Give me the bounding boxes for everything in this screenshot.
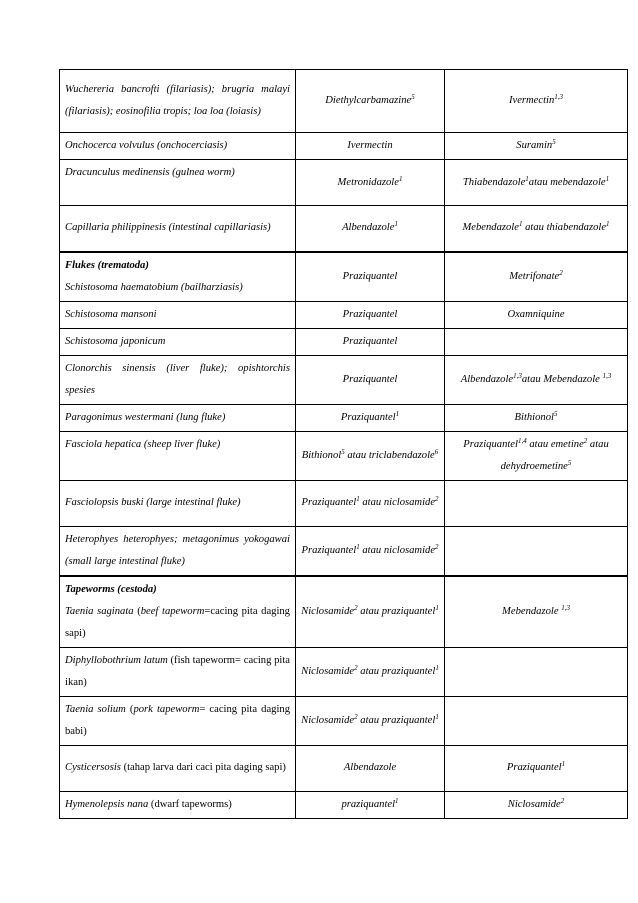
text-segment: Taenia saginata	[65, 605, 134, 617]
first-choice-drug-cell	[296, 328, 445, 355]
text-segment: atau praziquantel	[357, 665, 436, 677]
footnote-ref: 1	[398, 174, 403, 183]
alternative-drug-cell	[445, 404, 628, 431]
table-row	[60, 576, 628, 648]
table-row	[60, 160, 628, 206]
text-segment: Diphyllobothrium latum	[65, 654, 168, 666]
text-segment: Praziquantel	[342, 308, 398, 320]
first-choice-drug-cell	[296, 355, 445, 404]
text-segment: Albendazole	[342, 222, 395, 234]
text-segment: beef tapeworm	[140, 605, 205, 617]
footnote-ref: 1	[525, 174, 529, 183]
alternative-drug-cell	[445, 791, 628, 818]
organism-cell	[60, 404, 296, 431]
text-segment: (	[133, 605, 141, 617]
text-segment: atau Mebendazole	[521, 373, 603, 385]
text-segment: Niclosamide	[301, 665, 355, 677]
footnote-ref: 1,3	[561, 603, 570, 612]
text-segment: (tahap larva dari caci pita daging sapi)	[120, 762, 286, 773]
table-row	[60, 252, 628, 302]
text-segment: Diethylcarbamazine	[325, 95, 412, 106]
text-segment: Praziquantel	[301, 497, 357, 508]
text-segment: Niclosamide	[301, 714, 355, 726]
alternative-drug-cell	[445, 745, 628, 791]
footnote-ref: 1	[395, 796, 399, 805]
organism-cell	[60, 791, 296, 818]
organism-cell	[60, 328, 296, 355]
text-segment: =cacing pita daging sapi)	[65, 605, 290, 639]
first-choice-drug-cell	[296, 70, 445, 133]
text-segment: Onchocerca volvulus (onchocerciasis)	[65, 140, 228, 151]
first-choice-drug-cell	[296, 745, 445, 791]
alternative-drug-cell	[445, 526, 628, 576]
text-segment: Suramin	[516, 140, 553, 151]
text-segment: Dracunculus medinensis (gulnea worm)	[65, 167, 235, 178]
footnote-ref: 5	[553, 409, 558, 418]
text-segment: (fish tapeworm= cacing pita ikan)	[65, 654, 291, 688]
footnote-ref: 1	[518, 220, 523, 229]
alternative-drug-cell	[445, 431, 628, 480]
text-segment: Schistosoma haematobium (bailharziasis)	[65, 281, 243, 293]
footnote-ref: 2	[560, 796, 565, 805]
drug-table-body	[60, 70, 628, 819]
text-segment: atau thiabendazole	[522, 222, 607, 234]
text-segment: Schistosoma japonicum	[65, 335, 166, 347]
organism-cell	[60, 160, 296, 206]
text-segment: Fasciola hepatica (sheep liver fluke)	[65, 438, 221, 450]
footnote-ref: 5	[341, 447, 345, 456]
text-segment: Paragonimus westermani (lung fluke)	[65, 411, 226, 423]
text-segment: atau emetine	[526, 438, 584, 450]
text-segment: (	[125, 703, 134, 715]
footnote-ref: 2	[354, 712, 358, 721]
text-segment: Bithionol	[514, 411, 554, 423]
first-choice-drug-cell	[296, 576, 445, 648]
text-segment: Ivermectin	[508, 95, 555, 106]
first-choice-drug-cell	[296, 160, 445, 206]
group-header: Flukes (trematoda)	[65, 259, 149, 271]
text-segment: Praziquantel	[301, 544, 357, 556]
text-segment: Taenia solium	[65, 703, 126, 715]
table-row	[60, 301, 628, 328]
text-segment: Bithionol	[301, 449, 342, 461]
footnote-ref: 2	[559, 268, 563, 277]
alternative-drug-cell	[445, 206, 628, 252]
organism-cell	[60, 696, 296, 745]
text-segment: Metronidazole	[337, 176, 399, 188]
alternative-drug-cell	[445, 696, 628, 745]
alternative-drug-cell	[445, 328, 628, 355]
text-segment: Fasciolopsis buski (large intestinal fluke)	[65, 497, 241, 508]
alternative-drug-cell	[445, 133, 628, 160]
text-segment: Praziquantel	[506, 762, 562, 773]
footnote-ref: 1	[356, 495, 360, 503]
table-row	[60, 791, 628, 818]
text-segment: Praziquantel	[463, 438, 518, 450]
footnote-ref: 1	[394, 220, 398, 229]
text-segment: Niclosamide	[301, 605, 355, 617]
footnote-ref: 1,3	[513, 371, 522, 380]
organism-cell	[60, 70, 296, 133]
text-segment: atau niclosamide	[359, 497, 436, 508]
first-choice-drug-cell	[296, 480, 445, 526]
footnote-ref: 2	[354, 663, 358, 672]
text-segment: Praziquantel	[342, 270, 398, 282]
table-row	[60, 480, 628, 526]
footnote-ref: 1,3	[554, 93, 564, 101]
table-row	[60, 206, 628, 252]
organism-cell	[60, 355, 296, 404]
table-row	[60, 526, 628, 576]
text-segment: Praziquantel	[342, 335, 398, 347]
text-segment: Mebendazole	[502, 605, 562, 617]
text-segment: Hymenolepsis nana	[65, 798, 149, 810]
first-choice-drug-cell	[296, 252, 445, 302]
text-segment: Albendazole	[343, 762, 397, 773]
text-segment: Clonorchis sinensis (liver fluke); opishtorchis spesies	[65, 362, 290, 396]
text-segment: Metrifonate	[509, 270, 560, 282]
first-choice-drug-cell	[296, 526, 445, 576]
footnote-ref: 1	[356, 542, 360, 551]
text-segment: Oxamniquine	[507, 308, 565, 320]
footnote-ref: 2	[435, 542, 439, 551]
text-segment: pork tapeworm	[133, 703, 200, 715]
organism-cell	[60, 301, 296, 328]
footnote-ref: 1	[561, 760, 566, 768]
text-segment: Praziquantel	[342, 373, 398, 385]
text-segment: (dwarf tapeworms)	[148, 798, 232, 810]
organism-cell	[60, 133, 296, 160]
text-segment: Niclosamide	[507, 798, 561, 810]
text-segment: atau dehydroemetine	[500, 438, 609, 472]
table-row	[60, 647, 628, 696]
drug-table	[59, 69, 628, 819]
footnote-ref: 1,4	[517, 436, 527, 445]
table-row	[60, 696, 628, 745]
alternative-drug-cell	[445, 480, 628, 526]
organism-cell	[60, 206, 296, 252]
footnote-ref: 1,3	[602, 371, 612, 380]
text-segment: Capillaria philippinesis (intestinal capillariasis)	[65, 222, 271, 234]
text-segment: atau praziquantel	[357, 605, 436, 617]
text-segment: Mebendazole	[462, 222, 519, 234]
organism-cell	[60, 431, 296, 480]
text-segment: atau triclabendazole	[344, 449, 435, 461]
footnote-ref: 1	[395, 409, 400, 418]
organism-cell	[60, 647, 296, 696]
footnote-ref: 5	[567, 458, 572, 467]
footnote-ref: 5	[552, 138, 556, 146]
footnote-ref: 1	[606, 220, 610, 229]
table-row	[60, 70, 628, 133]
footnote-ref: 1	[435, 603, 439, 612]
first-choice-drug-cell	[296, 301, 445, 328]
footnote-ref: 6	[434, 447, 439, 456]
table-row	[60, 328, 628, 355]
text-segment: Praziquantel	[340, 411, 396, 423]
first-choice-drug-cell	[296, 206, 445, 252]
footnote-ref: 2	[354, 603, 358, 612]
footnote-ref: 1	[605, 174, 610, 183]
text-segment: = cacing pita daging babi)	[65, 703, 290, 737]
footnote-ref: 5	[411, 93, 415, 101]
text-segment: Cysticersosis	[65, 762, 121, 773]
first-choice-drug-cell	[296, 431, 445, 480]
text-segment: Heterophyes heterophyes; metagonimus yokogawai (small large intestinal fluke)	[65, 533, 290, 567]
alternative-drug-cell	[445, 647, 628, 696]
table-row	[60, 431, 628, 480]
text-segment: atau mebendazole	[528, 176, 606, 188]
table-row	[60, 355, 628, 404]
first-choice-drug-cell	[296, 791, 445, 818]
table-row	[60, 133, 628, 160]
text-segment: Ivermectin	[347, 140, 393, 151]
alternative-drug-cell	[445, 252, 628, 302]
first-choice-drug-cell	[296, 696, 445, 745]
footnote-ref: 2	[435, 495, 439, 503]
organism-cell	[60, 745, 296, 791]
alternative-drug-cell	[445, 160, 628, 206]
organism-cell	[60, 576, 296, 648]
first-choice-drug-cell	[296, 404, 445, 431]
text-segment: praziquantel	[341, 798, 396, 810]
alternative-drug-cell	[445, 301, 628, 328]
organism-cell	[60, 526, 296, 576]
table-row	[60, 404, 628, 431]
group-header: Tapeworms (cestoda)	[65, 583, 157, 595]
first-choice-drug-cell	[296, 647, 445, 696]
text-segment: atau praziquantel	[357, 714, 436, 726]
alternative-drug-cell	[445, 576, 628, 648]
text-segment: Thiabendazole	[462, 176, 526, 188]
organism-cell	[60, 480, 296, 526]
table-row	[60, 745, 628, 791]
footnote-ref: 1	[435, 712, 439, 721]
text-segment: atau niclosamide	[359, 544, 436, 556]
text-segment: Albendazole	[460, 373, 514, 385]
footnote-ref: 1	[435, 663, 439, 672]
first-choice-drug-cell	[296, 133, 445, 160]
organism-cell	[60, 252, 296, 302]
alternative-drug-cell	[445, 70, 628, 133]
alternative-drug-cell	[445, 355, 628, 404]
text-segment: Schistosoma mansoni	[65, 308, 157, 320]
text-segment: Wuchereria bancrofti (filariasis); brugria malayi (filariasis); eosinofilia tropis; loa loa (loiasis)	[65, 84, 290, 117]
footnote-ref: 2	[583, 436, 588, 445]
